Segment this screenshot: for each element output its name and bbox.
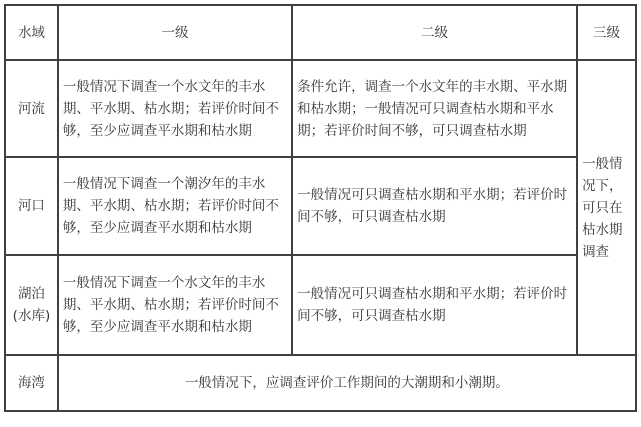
header-level-1: 一级 xyxy=(58,5,292,60)
estuary-row-label: 河口 xyxy=(5,157,58,255)
lake-level1-cell: 一般情况下调查一个水文年的丰水期、平水期、枯水期；若评价时间不够，至少应调查平水期和枯水期 xyxy=(58,255,292,355)
header-level-3: 三级 xyxy=(577,5,636,60)
river-level1-cell: 一般情况下调查一个水文年的丰水期、平水期、枯水期；若评价时间不够，至少应调查平水期和枯水期 xyxy=(58,60,292,157)
table-row-lake xyxy=(5,255,636,355)
level3-merged-cell: 一般情况下，可只在枯水期调查 xyxy=(577,60,636,355)
table-row-bay xyxy=(5,355,636,411)
river-level2-cell: 条件允许，调查一个水文年的丰水期、平水期和枯水期；一般情况可只调查枯水期和平水期；若评价时间不够，可只调查枯水期 xyxy=(292,60,577,157)
table-row-estuary xyxy=(5,157,636,255)
table-row-river xyxy=(5,60,636,157)
header-level-2: 二级 xyxy=(292,5,577,60)
estuary-level2-cell: 一般情况可只调查枯水期和平水期；若评价时间不够，可只调查枯水期 xyxy=(292,157,577,255)
header-water-area: 水域 xyxy=(5,5,58,60)
estuary-level1-cell: 一般情况下调查一个潮汐年的丰水期、平水期、枯水期；若评价时间不够，至少应调查平水期和枯水期 xyxy=(58,157,292,255)
river-row-label: 河流 xyxy=(5,60,58,157)
table-header-row xyxy=(5,5,636,60)
bay-all-levels-cell: 一般情况下，应调查评价工作期间的大潮期和小潮期。 xyxy=(58,355,636,411)
lake-row-label: 湖泊(水库) xyxy=(5,255,58,355)
water-survey-periods-table xyxy=(4,4,637,412)
lake-level2-cell: 一般情况可只调查枯水期和平水期；若评价时间不够，可只调查枯水期 xyxy=(292,255,577,355)
bay-row-label: 海湾 xyxy=(5,355,58,411)
